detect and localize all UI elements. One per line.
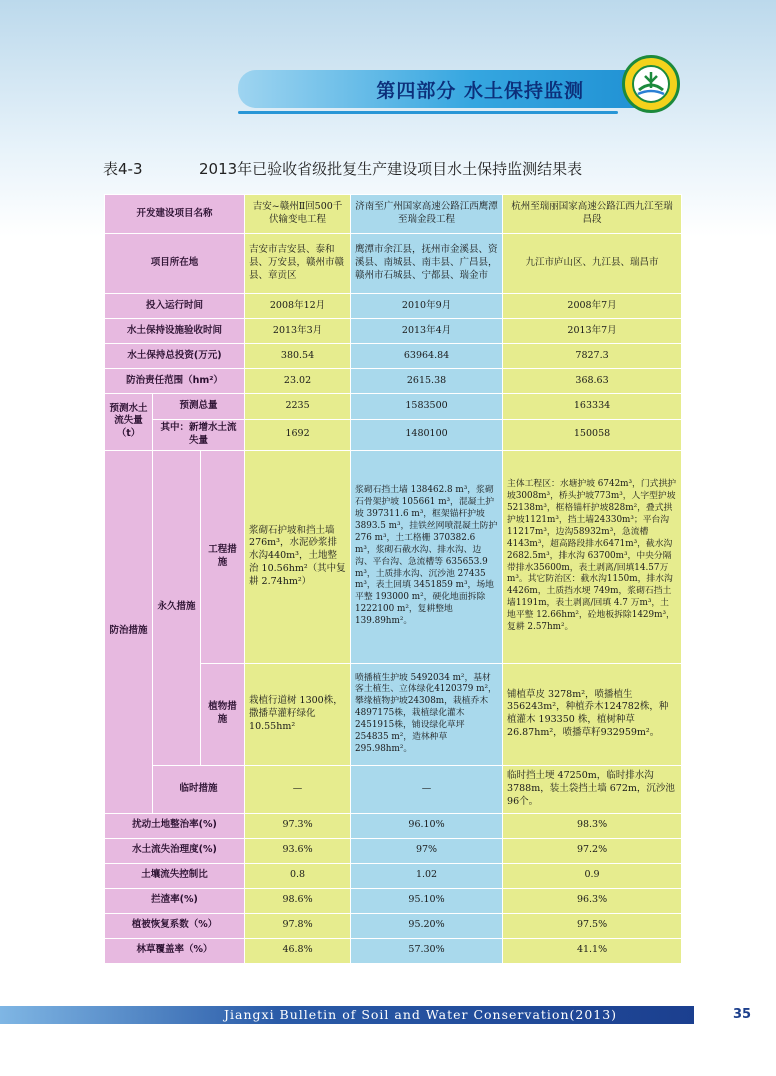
table-cell: 喷播植生护坡 5492034 m²，基材客土植生、立体绿化4120379 m²，攀缘植物护坡24308m，栽植乔木 4897175株，栽植绿化灌木 2451915株，铺设绿化草坪 254835 m²，造林种草 295.98hm²。 <box>351 663 503 765</box>
row-label: 扰动土地整治率(%) <box>105 813 245 838</box>
table-cell: 2235 <box>245 394 351 420</box>
table-cell: 97.8% <box>245 913 351 938</box>
table-cell: 97% <box>351 838 503 863</box>
table-cell: 93.6% <box>245 838 351 863</box>
table-row-loss-new <box>105 420 682 451</box>
table-cell: 0.8 <box>245 863 351 888</box>
table-row-area <box>105 369 682 394</box>
table-cell: 1583500 <box>351 394 503 420</box>
table-cell: 97.2% <box>503 838 682 863</box>
row-label: 植物措施 <box>201 663 245 765</box>
table-cell: 46.8% <box>245 938 351 963</box>
table-cell: 41.1% <box>503 938 682 963</box>
table-cell: 1480100 <box>351 420 503 451</box>
table-number: 表4-3 <box>103 160 143 178</box>
table-row-coverage <box>105 938 682 963</box>
row-label: 水土保持总投资(万元) <box>105 344 245 369</box>
table-cell: 23.02 <box>245 369 351 394</box>
emblem-icon <box>622 55 680 113</box>
table-row-engineering <box>105 450 682 663</box>
table-row-temporary <box>105 765 682 813</box>
table-cell: 2013年3月 <box>245 319 351 344</box>
table-cell: 96.3% <box>503 888 682 913</box>
footer-publication-title: Jiangxi Bulletin of Soil and Water Conservation(2013) <box>224 1007 618 1022</box>
table-row-retention <box>105 888 682 913</box>
table-cell: 57.30% <box>351 938 503 963</box>
table-cell: 96.10% <box>351 813 503 838</box>
table-cell: 吉安~赣州Ⅱ回500千伏输变电工程 <box>245 195 351 234</box>
table-row-investment <box>105 344 682 369</box>
table-cell: 98.3% <box>503 813 682 838</box>
section-title: 第四部分 水土保持监测 <box>376 80 584 102</box>
row-label: 预测总量 <box>153 394 245 420</box>
row-label: 投入运行时间 <box>105 294 245 319</box>
table-cell: 杭州至瑞丽国家高速公路江西九江至瑞昌段 <box>503 195 682 234</box>
table-title-text: 2013年已验收省级批复生产建设项目水土保持监测结果表 <box>199 160 583 178</box>
row-label: 开发建设项目名称 <box>105 195 245 234</box>
table-cell: 九江市庐山区、九江县、瑞昌市 <box>503 234 682 294</box>
table-row-erosion-control <box>105 838 682 863</box>
row-label: 其中：新增水土流失量 <box>153 420 245 451</box>
table-cell: 浆砌石挡土墙 138462.8 m³，浆砌石骨架护坡 105661 m³，混凝土护坡 397311.6 m³，框架锚杆护坡 3893.5 m³，挂铁丝网喷混凝土防护 276 m³，土工格栅 370382.6 m³，浆砌石截水沟、排水沟、边沟、平台沟、急流槽等 635653.9 m³，土质排水沟、沉沙池 27435 m³，表土回填 3451859 m³，场地平整 193000 m²，硬化地面拆除 1222100 m²，复耕整地 139.89hm²。 <box>351 450 503 663</box>
table-row-disturbed <box>105 813 682 838</box>
table-cell: 97.3% <box>245 813 351 838</box>
table-cell: 2615.38 <box>351 369 503 394</box>
table-row-acceptance <box>105 319 682 344</box>
table-cell: 2013年7月 <box>503 319 682 344</box>
table-cell: 栽植行道树 1300株，撒播草灌籽绿化10.55hm² <box>245 663 351 765</box>
row-label: 林草覆盖率（%） <box>105 938 245 963</box>
row-label: 土壤流失控制比 <box>105 863 245 888</box>
row-label: 水土保持设施验收时间 <box>105 319 245 344</box>
table-cell: 150058 <box>503 420 682 451</box>
row-group-label: 预测水土流失量（t） <box>105 394 153 451</box>
table-row-operation <box>105 294 682 319</box>
table-row-project <box>105 195 682 234</box>
table-cell: 97.5% <box>503 913 682 938</box>
row-subgroup-label: 永久措施 <box>153 450 201 765</box>
monitoring-results-table <box>104 194 682 964</box>
row-label: 植被恢复系数（%） <box>105 913 245 938</box>
table-cell: 1.02 <box>351 863 503 888</box>
table-caption <box>103 158 663 179</box>
table-cell: 7827.3 <box>503 344 682 369</box>
table-cell: 95.10% <box>351 888 503 913</box>
table-cell: 浆砌石护坡和挡土墙276m³，水泥砂浆排水沟440m³，土地整治 10.56hm²（其中复耕 2.74hm²） <box>245 450 351 663</box>
row-label: 防治责任范围（hm²） <box>105 369 245 394</box>
table-cell: 鹰潭市余江县，抚州市金溪县、资溪县、南城县、南丰县、广昌县，赣州市石城县、宁都县、瑞金市 <box>351 234 503 294</box>
section-header-bar <box>238 70 666 108</box>
table-cell: 吉安市吉安县、泰和县、万安县，赣州市赣县、章贡区 <box>245 234 351 294</box>
table-cell: 济南至广州国家高速公路江西鹰潭至瑞金段工程 <box>351 195 503 234</box>
table-cell: 铺植草皮 3278m²，喷播植生356243m²，种植乔木124782株，种植灌木 193350 株，植树种草26.87hm²，喷播草籽932959m²。 <box>503 663 682 765</box>
table-cell: 1692 <box>245 420 351 451</box>
table-cell: 2010年9月 <box>351 294 503 319</box>
table-cell: 63964.84 <box>351 344 503 369</box>
table-row-restoration <box>105 913 682 938</box>
table-cell: 380.54 <box>245 344 351 369</box>
table-cell: 临时挡土埂 47250m，临时排水沟3788m，装土袋挡土墙 672m，沉沙池96个。 <box>503 765 682 813</box>
table-cell: 95.20% <box>351 913 503 938</box>
table-cell: 98.6% <box>245 888 351 913</box>
header-underline <box>238 111 618 114</box>
row-label: 水土流失治理度(%) <box>105 838 245 863</box>
table-row-loss-ratio <box>105 863 682 888</box>
row-label: 项目所在地 <box>105 234 245 294</box>
page-number: 35 <box>733 1007 752 1022</box>
row-label: 工程措施 <box>201 450 245 663</box>
row-label: 临时措施 <box>153 765 245 813</box>
table-cell: 主体工程区：水塘护坡 6742m³，门式拱护坡3008m³，桥头护坡773m³，人字型护坡52138m³，框格锚杆护坡828m²，叠式拱护坡1121m³，挡土墙24330m³；平台沟 11217m³，边沟58932m³，急流槽4143m³，超高路段排水6471m³，截水沟 2682.5m³，排水沟 63700m³，中央分隔带排水35600m，表土剥离/回填14.57万m³。其它防治区：截水沟1150m，排水沟4426m，土质挡水埂 749m，浆砌石挡土墙1191m，表土剥离/回填 4.7 万m³，土地平整 12.66hm²，砼地板拆除1429m³，复耕 2.57hm²。 <box>503 450 682 663</box>
table-row-loss-total <box>105 394 682 420</box>
table-cell: 163334 <box>503 394 682 420</box>
table-cell: — <box>245 765 351 813</box>
table-row-location <box>105 234 682 294</box>
row-group-label: 防治措施 <box>105 450 153 813</box>
table-cell: 2013年4月 <box>351 319 503 344</box>
table-cell: 2008年12月 <box>245 294 351 319</box>
table-cell: 2008年7月 <box>503 294 682 319</box>
table-cell: 0.9 <box>503 863 682 888</box>
table-cell: — <box>351 765 503 813</box>
row-label: 拦渣率(%) <box>105 888 245 913</box>
table-cell: 368.63 <box>503 369 682 394</box>
